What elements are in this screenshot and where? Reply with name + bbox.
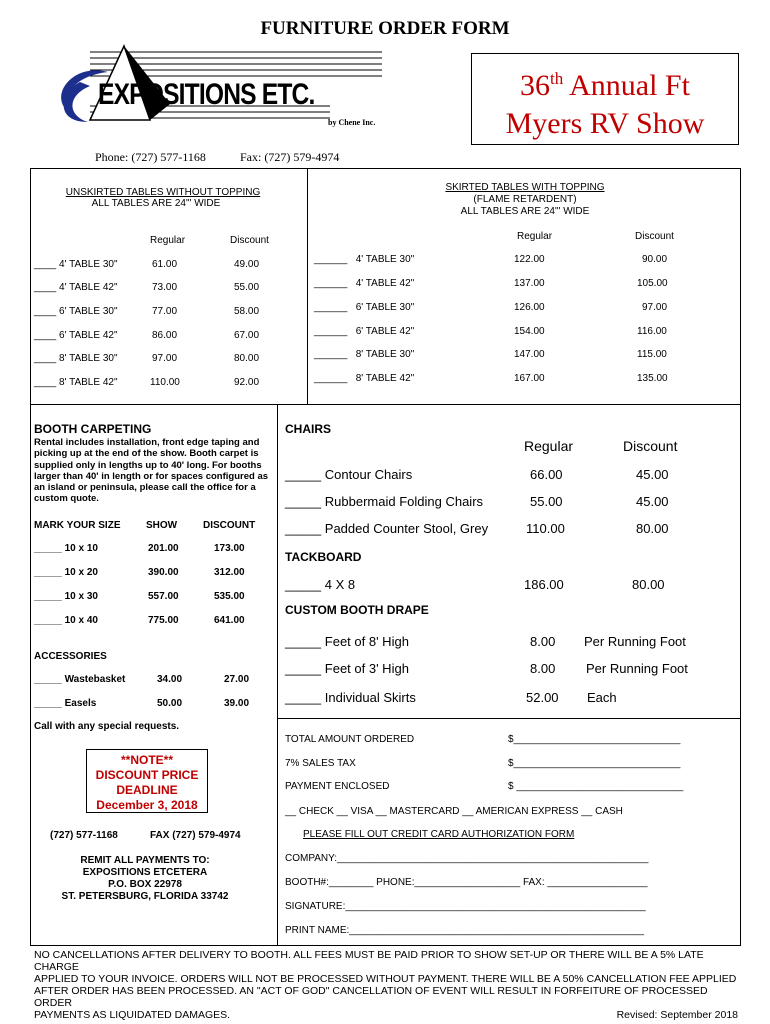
price-regular: 8.00 bbox=[530, 661, 556, 676]
print-name-field[interactable]: PRINT NAME:_____________________________________________________ bbox=[285, 925, 645, 936]
unskirted-title: UNSKIRTED TABLES WITHOUT TOPPING bbox=[65, 187, 261, 198]
carpet-col-show: SHOW bbox=[146, 520, 178, 531]
accessory-row[interactable]: _____ Easels bbox=[34, 698, 97, 709]
carpeting-description: Rental includes installation, front edge taping and picking up at the end of the show. Booth carpet is supplied only in lengths up to 40' long. For booths larger than 40' in length or for spaces configured as an island or peninsula, please call the office for a custom quote. bbox=[34, 437, 269, 505]
skirted-subtitle-1: (FLAME RETARDENT) bbox=[473, 194, 577, 205]
price-discount: 90.00 bbox=[642, 254, 668, 265]
unskirted-col-discount: Discount bbox=[230, 235, 269, 246]
office-phone: (727) 577-1168 bbox=[50, 830, 118, 841]
price-discount: 55.00 bbox=[234, 282, 260, 293]
chairs-col-regular: Regular bbox=[524, 438, 574, 454]
note-deadline-date: December 3, 2018 bbox=[96, 798, 198, 812]
remit-line: P.O. BOX 22978 bbox=[108, 879, 182, 890]
price-regular: 147.00 bbox=[514, 349, 545, 360]
drape-row[interactable]: _____ Feet of 3' High bbox=[285, 661, 409, 676]
unskirted-col-regular: Regular bbox=[150, 235, 186, 246]
price-regular: 73.00 bbox=[152, 282, 178, 293]
company-logo bbox=[50, 42, 382, 132]
price-unit: Each bbox=[587, 690, 617, 705]
carpeting-title: BOOTH CARPETING bbox=[34, 422, 152, 436]
price-discount: 173.00 bbox=[214, 543, 245, 554]
policy-last-line bbox=[34, 1009, 740, 1021]
company-field[interactable]: COMPANY:________________________________________________________ bbox=[285, 853, 649, 864]
carpet-col-discount: DISCOUNT bbox=[203, 520, 256, 531]
tackboard-title: TACKBOARD bbox=[285, 550, 362, 564]
payment-methods[interactable]: __ CHECK __ VISA __ MASTERCARD __ AMERICAN EXPRESS __ CASH bbox=[285, 806, 623, 817]
accessory-row[interactable]: _____ Wastebasket bbox=[34, 674, 126, 685]
note-heading: **NOTE** bbox=[120, 753, 173, 767]
skirted-col-discount: Discount bbox=[635, 231, 674, 242]
price-show: 557.00 bbox=[148, 591, 179, 602]
table-row[interactable]: ______ 4' TABLE 30" bbox=[314, 254, 415, 265]
discount-deadline-note bbox=[86, 749, 208, 813]
policy-line: AFTER ORDER HAS BEEN PROCESSED. AN "ACT OF GOD" CANCELLATION OF EVENT WILL RESULT IN FORFEITURE OF PROCESSED ORDER bbox=[34, 985, 708, 1009]
special-requests-note: Call with any special requests. bbox=[34, 721, 180, 732]
payment-enclosed-label: PAYMENT ENCLOSED bbox=[285, 781, 390, 792]
payment-top-line bbox=[277, 718, 741, 719]
price-show: 34.00 bbox=[157, 674, 183, 685]
chairs-col-discount: Discount bbox=[623, 438, 678, 454]
price-discount: 27.00 bbox=[224, 674, 250, 685]
price-regular: 110.00 bbox=[150, 377, 180, 388]
lower-divider bbox=[277, 404, 278, 945]
grid-mid-line bbox=[30, 404, 741, 405]
price-unit: Per Running Foot bbox=[586, 661, 688, 676]
price-unit: Per Running Foot bbox=[584, 634, 686, 649]
price-discount: 49.00 bbox=[234, 259, 260, 270]
carpet-row[interactable]: _____ 10 x 30 bbox=[34, 591, 98, 602]
grid-right-line bbox=[740, 168, 741, 945]
price-regular: 77.00 bbox=[152, 306, 178, 317]
grid-left-line bbox=[30, 168, 31, 945]
chair-row[interactable]: _____ Rubbermaid Folding Chairs bbox=[285, 494, 484, 509]
sales-tax-label: 7% SALES TAX bbox=[285, 758, 356, 769]
policy-line: NO CANCELLATIONS AFTER DELIVERY TO BOOTH. ALL FEES MUST BE PAID PRIOR TO SHOW SET-UP OR THERE WILL BE A 5% LATE CHARGE bbox=[34, 949, 704, 973]
price-discount: 115.00 bbox=[637, 349, 667, 360]
note-line: DISCOUNT PRICE bbox=[95, 768, 199, 782]
unskirted-subtitle: ALL TABLES ARE 24"' WIDE bbox=[91, 198, 221, 209]
chairs-title: CHAIRS bbox=[285, 422, 332, 436]
price-regular: 97.00 bbox=[152, 353, 178, 364]
event-name-line1: 36th Annual Ft bbox=[520, 69, 690, 102]
skirted-col-regular: Regular bbox=[517, 231, 553, 242]
form-title: FURNITURE ORDER FORM bbox=[260, 18, 510, 39]
note-line: DEADLINE bbox=[116, 783, 178, 797]
table-row[interactable]: ______ 6' TABLE 30" bbox=[314, 302, 415, 313]
table-row[interactable]: ______ 8' TABLE 42" bbox=[314, 373, 415, 384]
price-show: 390.00 bbox=[148, 567, 179, 578]
drape-row[interactable]: _____ Individual Skirts bbox=[285, 690, 416, 705]
revision-date: Revised: September 2018 bbox=[616, 1009, 738, 1021]
table-row[interactable]: ____ 4' TABLE 42" bbox=[34, 282, 118, 293]
tackboard-row[interactable]: _____ 4 X 8 bbox=[285, 577, 356, 592]
cancellation-policy bbox=[34, 949, 740, 1021]
price-regular: 167.00 bbox=[514, 373, 545, 384]
payment-enclosed-field[interactable]: $ ______________________________ bbox=[508, 781, 684, 792]
price-discount: 92.00 bbox=[234, 377, 260, 388]
price-show: 201.00 bbox=[148, 543, 179, 554]
logo-wordmark: EXPOSITIONS ETC. bbox=[98, 78, 315, 111]
sales-tax-field[interactable]: $______________________________ bbox=[508, 758, 681, 769]
price-regular: 66.00 bbox=[530, 467, 563, 482]
price-discount: 80.00 bbox=[234, 353, 260, 364]
price-show: 50.00 bbox=[157, 698, 183, 709]
drape-title: CUSTOM BOOTH DRAPE bbox=[285, 603, 429, 617]
price-discount: 535.00 bbox=[214, 591, 245, 602]
grid-top-line bbox=[30, 168, 741, 169]
signature-field[interactable]: SIGNATURE:______________________________________________________ bbox=[285, 901, 646, 912]
price-discount: 80.00 bbox=[636, 521, 669, 536]
price-regular: 137.00 bbox=[514, 278, 545, 289]
price-discount: 58.00 bbox=[234, 306, 260, 317]
carpet-row[interactable]: _____ 10 x 20 bbox=[34, 567, 98, 578]
policy-line: APPLIED TO YOUR INVOICE. ORDERS WILL NOT BE PROCESSED WITHOUT PAYMENT. THERE WILL BE A 50% CANCELLATION FEE APPLIED bbox=[34, 973, 737, 985]
price-regular: 126.00 bbox=[514, 302, 545, 313]
event-name-line2: Myers RV Show bbox=[505, 107, 705, 140]
policy-line: PAYMENTS AS LIQUIDATED DAMAGES. bbox=[34, 1009, 231, 1021]
price-discount: 135.00 bbox=[637, 373, 668, 384]
price-regular: 61.00 bbox=[152, 259, 178, 270]
skirted-title: SKIRTED TABLES WITH TOPPING bbox=[445, 182, 605, 193]
price-discount: 45.00 bbox=[636, 467, 669, 482]
grid-footer-line bbox=[30, 945, 741, 946]
logo-byline: by Chene Inc. bbox=[328, 118, 376, 127]
header-phone: Phone: (727) 577-1168 bbox=[95, 150, 206, 164]
credit-card-note: PLEASE FILL OUT CREDIT CARD AUTHORIZATION FORM bbox=[303, 829, 575, 840]
header-fax: Fax: (727) 579-4974 bbox=[240, 150, 340, 164]
office-fax: FAX (727) 579-4974 bbox=[150, 830, 241, 841]
carpet-row[interactable]: _____ 10 x 10 bbox=[34, 543, 98, 554]
table-row[interactable]: ____ 6' TABLE 30" bbox=[34, 306, 118, 317]
remit-line: ST. PETERSBURG, FLORIDA 33742 bbox=[61, 891, 229, 902]
price-discount: 97.00 bbox=[642, 302, 668, 313]
carpet-col-size: MARK YOUR SIZE bbox=[34, 520, 121, 531]
price-regular: 110.00 bbox=[526, 521, 565, 536]
price-discount: 80.00 bbox=[632, 577, 665, 592]
price-regular: 86.00 bbox=[152, 330, 178, 341]
price-regular: 186.00 bbox=[524, 577, 564, 592]
table-row[interactable]: ____ 8' TABLE 42" bbox=[34, 377, 118, 388]
drape-row[interactable]: _____ Feet of 8' High bbox=[285, 634, 409, 649]
tables-divider bbox=[307, 168, 308, 404]
price-discount: 67.00 bbox=[234, 330, 260, 341]
remit-heading: REMIT ALL PAYMENTS TO: bbox=[80, 855, 210, 866]
chair-row[interactable]: _____ Contour Chairs bbox=[285, 467, 413, 482]
price-regular: 8.00 bbox=[530, 634, 556, 649]
booth-phone-fax-fields[interactable]: BOOTH#:________ PHONE:___________________ FAX: __________________ bbox=[285, 877, 648, 888]
price-regular: 154.00 bbox=[514, 326, 545, 337]
price-regular: 55.00 bbox=[530, 494, 563, 509]
event-name-box bbox=[471, 53, 739, 145]
price-discount: 105.00 bbox=[637, 278, 668, 289]
price-discount: 116.00 bbox=[637, 326, 667, 337]
table-row[interactable]: ______ 8' TABLE 30" bbox=[314, 349, 415, 360]
remit-address bbox=[32, 855, 258, 903]
table-row[interactable]: ______ 6' TABLE 42" bbox=[314, 326, 415, 337]
price-regular: 52.00 bbox=[526, 690, 559, 705]
table-row[interactable]: ____ 4' TABLE 30" bbox=[34, 259, 118, 270]
carpet-row[interactable]: _____ 10 x 40 bbox=[34, 615, 98, 626]
table-row[interactable]: ____ 6' TABLE 42" bbox=[34, 330, 118, 341]
price-show: 775.00 bbox=[148, 615, 179, 626]
skirted-subtitle-2: ALL TABLES ARE 24"' WIDE bbox=[460, 206, 590, 217]
price-discount: 45.00 bbox=[636, 494, 669, 509]
remit-line: EXPOSITIONS ETCETERA bbox=[82, 867, 208, 878]
accessories-title: ACCESSORIES bbox=[34, 651, 107, 662]
price-discount: 312.00 bbox=[214, 567, 245, 578]
table-row[interactable]: ____ 8' TABLE 30" bbox=[34, 353, 118, 364]
price-regular: 122.00 bbox=[514, 254, 545, 265]
table-row[interactable]: ______ 4' TABLE 42" bbox=[314, 278, 415, 289]
price-discount: 39.00 bbox=[224, 698, 250, 709]
chair-row[interactable]: _____ Padded Counter Stool, Grey bbox=[285, 521, 489, 536]
total-label: TOTAL AMOUNT ORDERED bbox=[285, 734, 415, 745]
total-field[interactable]: $______________________________ bbox=[508, 734, 681, 745]
price-discount: 641.00 bbox=[214, 615, 245, 626]
